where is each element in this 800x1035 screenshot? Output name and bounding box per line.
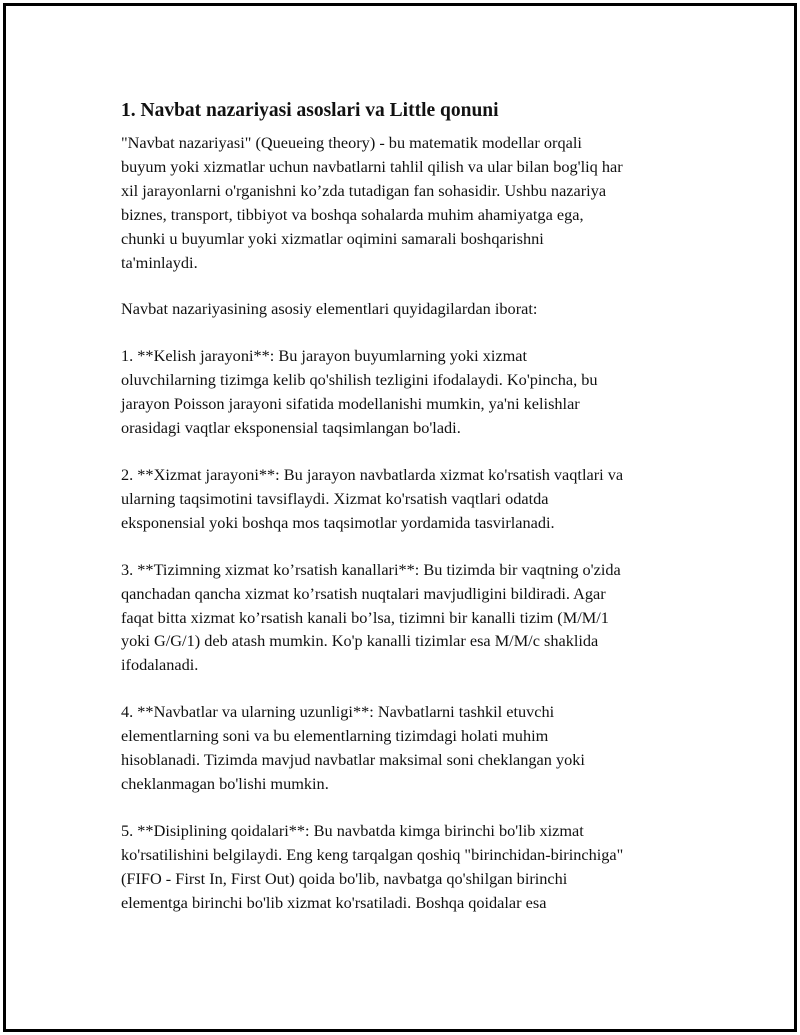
paragraph xyxy=(121,558,711,678)
text-line: elementga birinchi bo'lib xizmat ko'rsatiladi. Boshqa qoidalar esa xyxy=(121,892,547,912)
document-title: 1. Navbat nazariyasi asoslari va Little qonuni xyxy=(121,100,499,121)
text-line: eksponensial yoki boshqa mos taqsimotlar yordamida tasvirlanadi. xyxy=(121,512,555,532)
text-line: ta'minlaydi. xyxy=(121,252,198,272)
paragraph xyxy=(121,463,711,535)
text-line: 1. **Kelish jarayoni**: Bu jarayon buyumlarning yoki xizmat xyxy=(121,346,528,366)
text-line: biznes, transport, tibbiyot va boshqa sohalarda muhim ahamiyatga ega, xyxy=(121,204,584,224)
text-line: (FIFO - First In, First Out) qoida bo'lib, navbatga qo'shilgan birinchi xyxy=(121,868,568,888)
text-line: ularning taqsimotini tavsiflaydi. Xizmat ko'rsatish vaqtlari odatda xyxy=(121,488,549,508)
text-line: ifodalanadi. xyxy=(121,655,199,675)
text-line: Navbat nazariyasining asosiy elementlari quyidagilardan iborat: xyxy=(121,299,538,319)
text-line: ko'rsatilishini belgilaydi. Eng keng tarqalgan qoshiq "birinchidan-birinchiga" xyxy=(121,844,624,864)
text-line: oluvchilarning tizimga kelib qo'shilish tezligini ifodalaydi. Ko'pincha, bu xyxy=(121,370,598,390)
text-line: "Navbat nazariyasi" (Queueing theory) - bu matematik modellar orqali xyxy=(121,133,582,152)
page-frame xyxy=(3,3,797,1032)
text-line: cheklanmagan bo'lishi mumkin. xyxy=(121,773,329,793)
text-line: faqat bitta xizmat ko’rsatish kanali bo’lsa, tizimni bir kanalli tizim (M/M/1 xyxy=(121,607,609,627)
paragraph xyxy=(121,819,711,915)
text-line: buyum yoki xizmatlar uchun navbatlarni tahlil qilish va ular bilan bog'liq har xyxy=(121,156,623,176)
text-line: chunki u buyumlar yoki xizmatlar oqimini samarali boshqarishni xyxy=(121,228,544,248)
document-body xyxy=(121,98,711,937)
text-line: jarayon Poisson jarayoni sifatida modellanishi mumkin, ya'ni kelishlar xyxy=(121,394,580,414)
paragraph xyxy=(121,297,711,321)
text-line: 4. **Navbatlar va ularning uzunligi**: Navbatlarni tashkil etuvchi xyxy=(121,702,555,722)
text-line: hisoblanadi. Tizimda mavjud navbatlar maksimal soni cheklangan yoki xyxy=(121,750,585,770)
text-line: 2. **Xizmat jarayoni**: Bu jarayon navbatlarda xizmat ko'rsatish vaqtlari va xyxy=(121,464,624,484)
text-line: elementlarning soni va bu elementlarning tizimdagi holati muhim xyxy=(121,726,549,746)
paragraph xyxy=(121,700,711,796)
text-line: 5. **Disiplining qoidalari**: Bu navbatda kimga birinchi bo'lib xizmat xyxy=(121,820,584,840)
text-line: xil jarayonlarni o'rganishni ko’zda tutadigan fan sohasidir. Ushbu nazariya xyxy=(121,180,607,200)
text-line: 3. **Tizimning xizmat ko’rsatish kanallari**: Bu tizimda bir vaqtning o'zida xyxy=(121,559,621,579)
paragraph xyxy=(121,131,711,274)
paragraph-list xyxy=(121,131,711,914)
text-line: yoki G/G/1) deb atash mumkin. Ko'p kanalli tizimlar esa M/M/c shaklida xyxy=(121,631,599,651)
paragraph xyxy=(121,344,711,440)
text-line: orasidagi vaqtlar eksponensial taqsimlangan bo'ladi. xyxy=(121,418,461,438)
text-line: qanchadan qancha xizmat ko’rsatish nuqtalari mavjudligini bildiradi. Agar xyxy=(121,583,606,603)
